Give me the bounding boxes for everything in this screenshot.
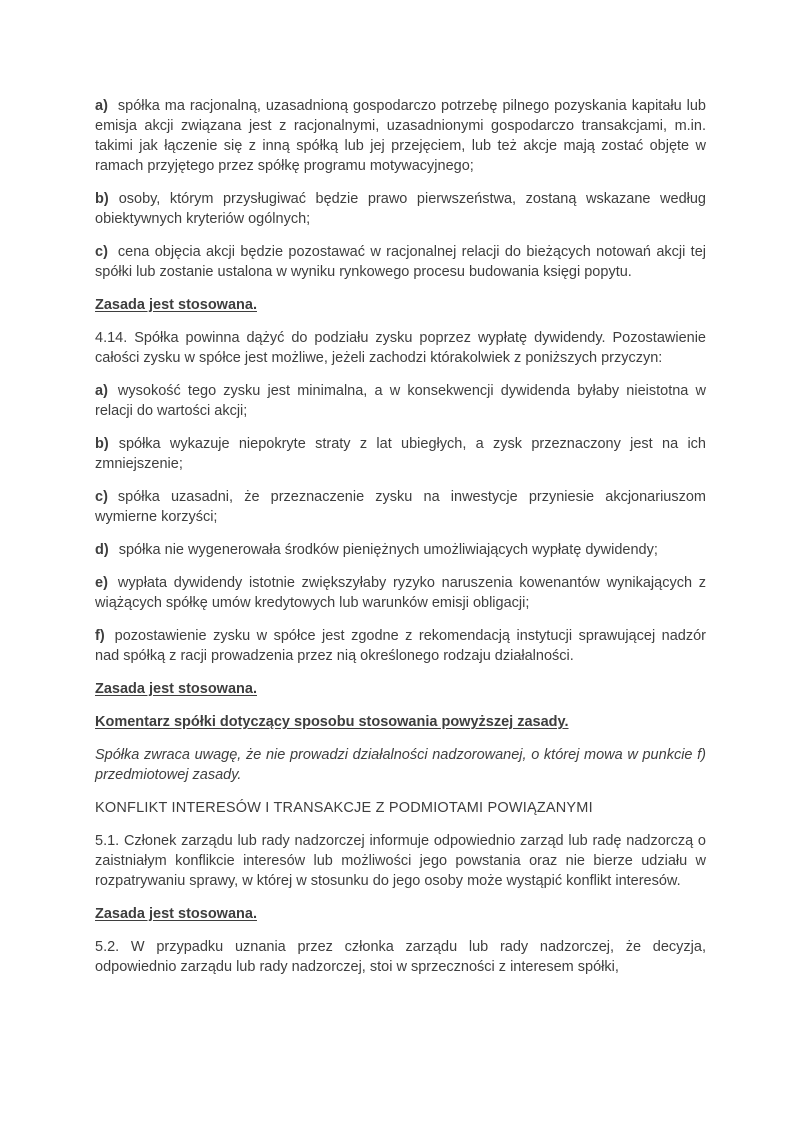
list-marker-c: c) xyxy=(95,244,108,260)
rule-4-14-marker-b: b) xyxy=(95,436,109,452)
list-item-a-text: spółka ma racjonalną, uzasadnioną gospodarczo potrzebę pilnego pozyskania kapitału lub emisja akcji związana jest z racjonalnymi, uzasadnionymi gospodarczo transakcjami, m.in. takimi jak łączenie się z inną spółką lub jej przejęciem, lub też akcje mają zostać objęte w ramach przyjętego przez spółkę programu motywacyjnego; xyxy=(95,98,706,174)
list-item-c xyxy=(95,242,706,282)
rule-4-14-item-c xyxy=(95,487,706,527)
rule-4-14-marker-f: f) xyxy=(95,628,105,644)
list-item-c-text: cena objęcia akcji będzie pozostawać w racjonalnej relacji do bieżących notowań akcji tej spółki lub zostanie ustalona w wyniku rynkowego procesu budowania księgi popytu. xyxy=(95,244,706,280)
status-rule-applied-1: Zasada jest stosowana. xyxy=(95,297,257,313)
rule-4-14-item-d-text: spółka nie wygenerowała środków pieniężnych umożliwiających wypłatę dywidendy; xyxy=(118,542,658,558)
rule-4-14-item-e xyxy=(95,573,706,613)
rule-4-14-item-a xyxy=(95,381,706,421)
rule-4-14-item-a-text: wysokość tego zysku jest minimalna, a w konsekwencji dywidenda byłaby nieistotna w relacji do wartości akcji; xyxy=(95,383,706,419)
list-item-b-text: osoby, którym przysługiwać będzie prawo pierwszeństwa, zostaną wskazane według obiektywnych kryteriów ogólnych; xyxy=(95,191,706,227)
rule-4-14-item-f xyxy=(95,626,706,666)
rule-4-14-marker-a: a) xyxy=(95,383,108,399)
rule-5-1-paragraph: 5.1. Członek zarządu lub rady nadzorczej informuje odpowiednio zarząd lub radę nadzorczą o zaistniałym konflikcie interesów lub możliwości jego powstania oraz nie bierze udziału w rozpatrywaniu sprawy, w której w stosunku do jego osoby może wystąpić konflikt interesów. xyxy=(95,833,706,889)
list-marker-a: a) xyxy=(95,98,108,114)
list-item-a xyxy=(95,96,706,176)
list-item-b xyxy=(95,189,706,229)
status-rule-applied-3: Zasada jest stosowana. xyxy=(95,906,257,922)
rule-4-14-marker-d: d) xyxy=(95,542,109,558)
rule-4-14-item-b xyxy=(95,434,706,474)
list-marker-b: b) xyxy=(95,191,109,207)
rule-5-2-paragraph: 5.2. W przypadku uznania przez członka zarządu lub rady nadzorczej, że decyzja, odpowiednio zarządu lub rady nadzorczej, stoi w sprzeczności z interesem spółki, xyxy=(95,939,706,975)
status-rule-applied-2: Zasada jest stosowana. xyxy=(95,681,257,697)
rule-4-14-paragraph: 4.14. Spółka powinna dążyć do podziału zysku poprzez wypłatę dywidendy. Pozostawienie całości zysku w spółce jest możliwe, jeżeli zachodzi którakolwiek z poniższych przyczyn: xyxy=(95,330,706,366)
rule-4-14-item-c-text: spółka uzasadni, że przeznaczenie zysku na inwestycje przyniesie akcjonariuszom wymierne korzyści; xyxy=(95,489,706,525)
rule-4-14-item-d xyxy=(95,540,706,560)
rule-4-14-marker-c: c) xyxy=(95,489,108,505)
company-comment-header: Komentarz spółki dotyczący sposobu stosowania powyższej zasady. xyxy=(95,714,569,730)
company-comment-text: Spółka zwraca uwagę, że nie prowadzi działalności nadzorowanej, o której mowa w punkcie f) przedmiotowej zasady. xyxy=(95,747,706,783)
rule-4-14-marker-e: e) xyxy=(95,575,108,591)
rule-4-14-item-f-text: pozostawienie zysku w spółce jest zgodne z rekomendacją instytucji sprawującej nadzór nad spółką z racji prowadzenia przez nią określonego rodzaju działalności. xyxy=(95,628,706,664)
section-heading-conflict-of-interest: KONFLIKT INTERESÓW I TRANSAKCJE Z PODMIOTAMI POWIĄZANYMI xyxy=(95,800,593,816)
rule-4-14-item-b-text: spółka wykazuje niepokryte straty z lat ubiegłych, a zysk przeznaczony jest na ich zmniejszenie; xyxy=(95,436,706,472)
rule-4-14-item-e-text: wypłata dywidendy istotnie zwiększyłaby ryzyko naruszenia kowenantów wynikających z wiążących spółkę umów kredytowych lub warunków emisji obligacji; xyxy=(95,575,706,611)
